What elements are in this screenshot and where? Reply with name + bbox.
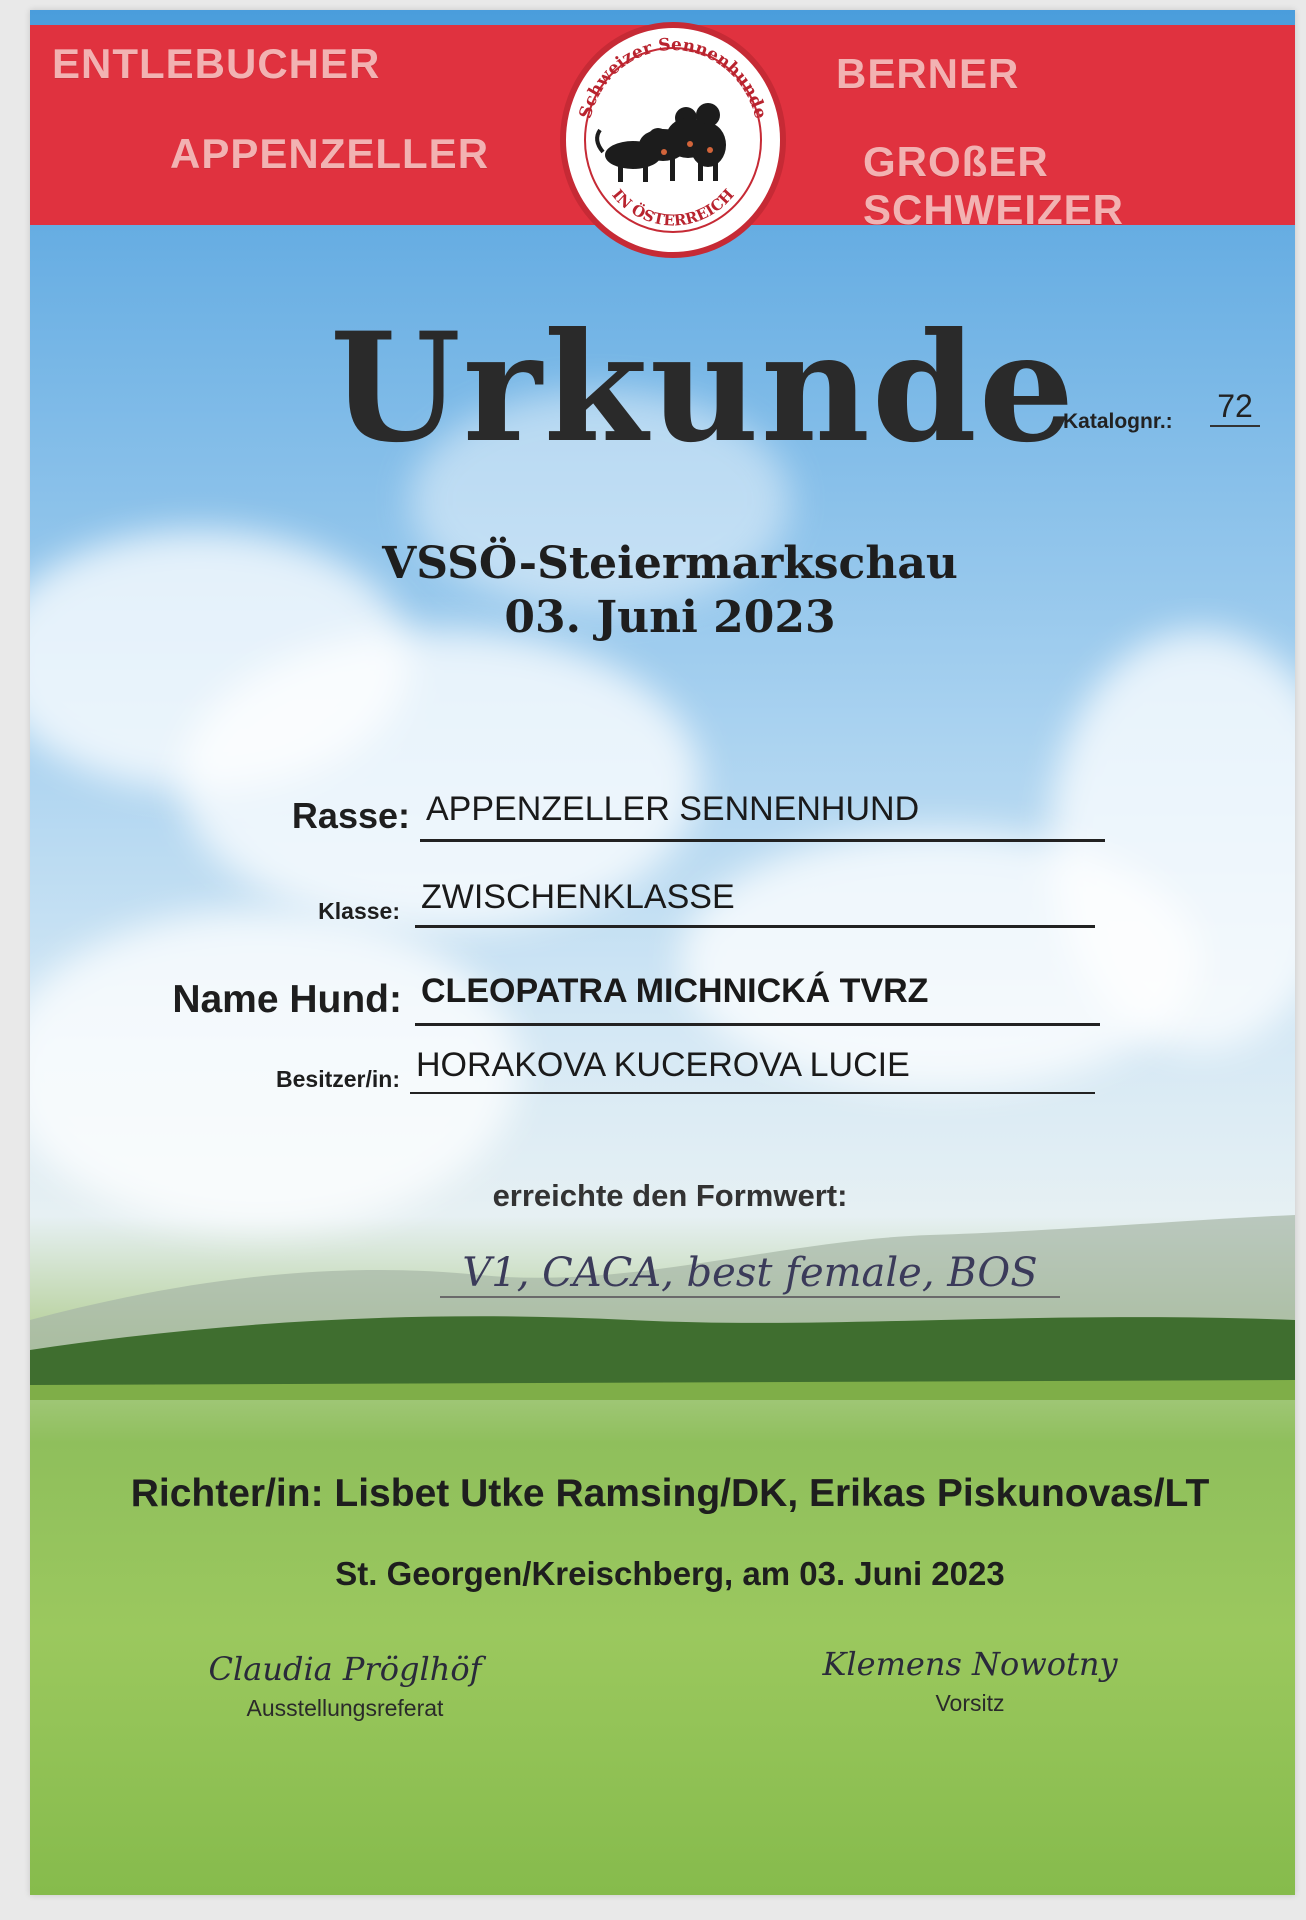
event-name: VSSÖ-Steiermarkschau (382, 538, 958, 589)
catalog-number-value: 72 (1210, 388, 1260, 427)
judges-line: Richter/in: Lisbet Utke Ramsing/DK, Erikas Piskunovas/LT (130, 1472, 1210, 1515)
breed-entlebucher: ENTLEBUCHER (52, 40, 381, 87)
owner-value: HORAKOVA KUCEROVA LUCIE (410, 1046, 1095, 1094)
certificate-title: Urkunde (330, 300, 1077, 476)
club-seal-logo (558, 20, 788, 260)
dog-name-label: Name Hund: (172, 978, 402, 1021)
seal-top-text: Schweizer Sennenhunde (575, 34, 771, 121)
signature-left-role: Ausstellungsreferat (246, 1695, 444, 1721)
rating-label: erreichte den Formwert: (492, 1178, 848, 1213)
breed-appenzeller: APPENZELLER (170, 130, 490, 177)
certificate-sheet (30, 10, 1295, 1895)
breed-berner: BERNER (836, 50, 1020, 97)
place-date-line: St. Georgen/Kreischberg, am 03. Juni 2023 (335, 1555, 1005, 1592)
class-value: ZWISCHENKLASSE (415, 878, 1095, 928)
hills-decoration (30, 1200, 1295, 1400)
class-label: Klasse: (318, 898, 400, 924)
breed-value: APPENZELLER SENNENHUND (420, 790, 1105, 842)
signature-left: Claudia Pröglhöf (208, 1650, 482, 1688)
catalog-number-label: Katalognr.: (1063, 410, 1173, 433)
signature-right-role: Vorsitz (935, 1690, 1005, 1716)
dog-name-value: CLEOPATRA MICHNICKÁ TVRZ (415, 972, 1100, 1026)
seal-bottom-text: IN ÖSTERREICH (608, 185, 738, 230)
rating-value-handwritten: V1, CACA, best female, BOS (440, 1250, 1060, 1298)
event-date: 03. Juni 2023 (504, 592, 836, 643)
breed-grosser-schweizer: GROßER SCHWEIZER (863, 138, 1124, 233)
owner-label: Besitzer/in: (276, 1066, 400, 1092)
signature-right: Klemens Nowotny (822, 1645, 1118, 1683)
breed-label: Rasse: (291, 795, 410, 836)
